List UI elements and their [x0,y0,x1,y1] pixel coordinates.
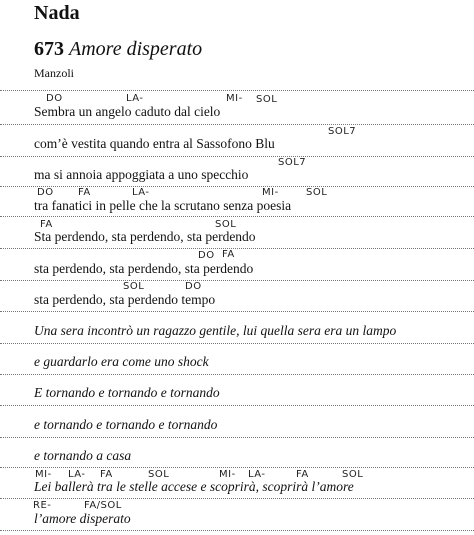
ruled-line [0,374,474,375]
chord-label: DO [185,281,202,292]
chord-label: FA [222,249,235,260]
ruled-line [0,216,474,217]
ruled-line [0,186,474,187]
artist-name: Nada [34,2,80,24]
lyric-line: tra fanatici in pelle che la scrutano senza poesia [34,198,292,213]
chord-label: LA- [68,469,86,480]
chord-label: RE- [33,500,52,511]
ruled-line [0,156,474,157]
ruled-line [0,124,474,125]
chord-label: MI- [219,469,236,480]
chord-label: DO [198,250,215,261]
ruled-line [0,248,474,249]
ruled-line [0,90,474,91]
chord-label: LA- [132,187,150,198]
ruled-line [0,343,474,344]
lyric-line: ma si annoia appoggiata a uno specchio [34,167,249,182]
ruled-line [0,280,474,281]
lyric-line: Una sera incontrò un ragazzo gentile, lui quella sera era un lampo [34,323,397,338]
lyric-line: e tornando e tornando e tornando [34,417,218,432]
chord-label: SOL [342,469,364,480]
ruled-line [0,437,474,438]
song-author: Manzoli [34,66,74,80]
chord-label: DO [46,93,63,104]
ruled-line [0,467,474,468]
chord-label: MI- [226,93,243,104]
chord-label: FA [40,219,53,230]
chord-label: LA- [126,93,144,104]
chord-label: SOL [306,187,328,198]
chord-label: MI- [262,187,279,198]
chord-label: SOL7 [278,157,307,168]
chord-label: SOL [256,94,278,105]
chord-label: SOL [215,219,237,230]
chord-label: MI- [35,469,52,480]
lyric-line: com’è vestita quando entra al Sassofono Blu [34,136,275,151]
ruled-line [0,405,474,406]
chord-label: SOL [148,469,170,480]
lyric-line: e guardarlo era come uno shock [34,354,209,369]
lyric-line: sta perdendo, sta perdendo tempo [34,292,216,307]
chord-label: SOL [123,281,145,292]
lyric-line: e tornando a casa [34,448,132,463]
ruled-line [0,498,474,499]
lyric-line: l’amore disperato [34,511,131,526]
ruled-line [0,311,474,312]
lyric-line: Lei ballerà tra le stelle accese e scoprirà, scoprirà l’amore [34,479,354,494]
song-title [34,38,202,61]
song-name: Amore disperato [69,38,203,60]
lyric-line: sta perdendo, sta perdendo, sta perdendo [34,261,254,276]
lyric-line: Sta perdendo, sta perdendo, sta perdendo [34,229,256,244]
song-number: 673 [34,38,64,60]
chord-label: FA [78,187,91,198]
lyric-line: E tornando e tornando e tornando [34,385,220,400]
chord-label: SOL7 [328,126,357,137]
chord-label: FA [296,469,309,480]
chord-label: FA [100,469,113,480]
lyric-line: Sembra un angelo caduto dal cielo [34,104,221,119]
chord-label: FA/SOL [84,500,122,511]
ruled-line [0,530,474,531]
chord-label: LA- [248,469,266,480]
chord-label: DO [37,187,54,198]
